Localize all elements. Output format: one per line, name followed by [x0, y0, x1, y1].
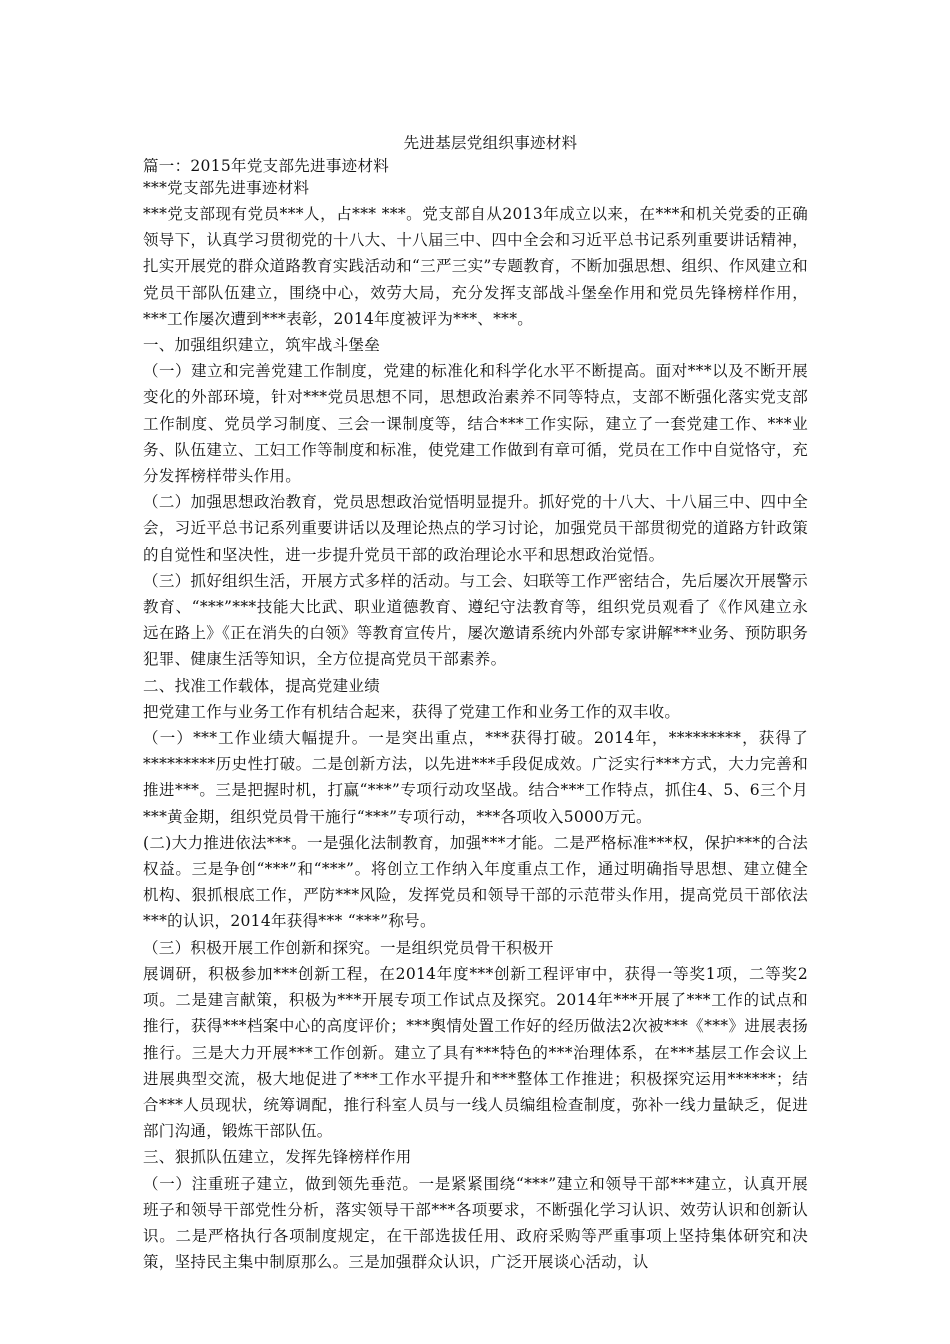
paragraph-2-1: （一）***工作业绩大幅提升。一是突出重点，***获得打破。2014年，*********，获得了*********历史性打破。二是创新方法，以先进***手段促成效。广泛实行***方式，大力完善和推进***。三是把握时机，打赢“***”专项行动攻坚战。结合***工作特点，抓住4、5、6三个月***黄金期，组织党员骨干施行“***”专项行动，***各项收入5000万元。	[143, 729, 808, 826]
paragraph-2-2: (二)大力推进依法***。一是强化法制教育，加强***才能。二是严格标准***权，保护***的合法权益。三是争创“***”和“***”。将创立工作纳入年度重点工作，通过明确指导思想、建立健全机构、狠抓根底工作，严防***风险，发挥党员和领导干部的示范带头作用，提高党员干部依法***的认识，2014年获得*** “***”称号。	[143, 833, 808, 931]
paragraph-3-1: （一）注重班子建立，做到领先垂范。一是紧紧围绕“***”建立和领导干部***建立，认真开展班子和领导干部党性分析，落实领导干部***各项要求，不断强化学习认识、效劳认识和创新认识。二是严格执行各项制度规定，在干部选拔任用、政府采购等严重事项上坚持集体研究和决策，坚持民主集中制原那么。三是加强群众认识，广泛开展谈心活动，认	[143, 1174, 808, 1272]
intro-paragraph: ***党支部现有党员***人，占*** ***。党支部自从2013年成立以来，在***和机关党委的正确领导下，认真学习贯彻党的十八大、十八届三中、四中全会和习近平总书记系列重要讲话精神，扎实开展党的群众道路教育实践活动和“三严三实”专题教育，不断加强思想、组织、作风建立和党员干部队伍建立，围绕中心，效劳大局，充分发挥支部战斗堡垒作用和党员先锋榜样作用，***工作屡次遭到***表彰，2014年度被评为***、***。	[143, 205, 808, 328]
document-subtitle: 篇一：2015年党支部先进事迹材料	[143, 157, 390, 175]
document-page	[143, 130, 808, 1275]
org-title: ***党支部先进事迹材料	[143, 178, 310, 197]
paragraph-2-0: 把党建工作与业务工作有机结合起来，获得了党建工作和业务工作的双丰收。	[143, 702, 681, 721]
document-title: 先进基层党组织事迹材料	[403, 134, 578, 152]
paragraph-1-2: （二）加强思想政治教育，党员思想政治觉悟明显提升。抓好党的十八大、十八届三中、四中全会，习近平总书记系列重要讲话以及理论热点的学习讨论，加强党员干部贯彻党的道路方针政策的自觉性和坚决性，进一步提升党员干部的政治理论水平和思想政治觉悟。	[143, 493, 808, 564]
paragraph-1-1: （一）建立和完善党建工作制度，党建的标准化和科学化水平不断提高。面对***以及不断开展变化的外部环境，针对***党员思想不同，思想政治素养不同等特点，支部不断强化落实党支部工作制度、党员学习制度、三会一课制度等，结合***工作实际，建立了一套党建工作、***业务、队伍建立、工妇工作等制度和标准，使党建工作做到有章可循，党员在工作中自觉恪守，充分发挥榜样带头作用。	[143, 362, 808, 486]
section-heading-2: 二、找准工作载体，提高党建业绩	[143, 676, 381, 695]
paragraph-2-3a: （三）积极开展工作创新和探究。一是组织党员骨干积极开	[143, 938, 554, 957]
paragraph-2-3b: 展调研，积极参加***创新工程，在2014年度***创新工程评审中，获得一等奖1项，二等奖2项。二是建言献策，积极为***开展专项工作试点及探究。2014年***开展了***工作的试点和推行，获得***档案中心的高度评价；***舆情处置工作好的经历做法2次被***《***》进展表扬推行。三是大力开展***工作创新。建立了具有***特色的***治理体系，在***基层工作会议上进展典型交流，极大地促进了***工作水平提升和***整体工作推进；积极探究运用******；结合***人员现状，统筹调配，推行科室人员与一线人员编组检查制度，弥补一线力量缺乏，促进部门沟通，锻炼干部队伍。	[143, 964, 808, 1141]
section-heading-1: 一、加强组织建立，筑牢战斗堡垒	[143, 336, 381, 355]
paragraph-1-3: （三）抓好组织生活，开展方式多样的活动。与工会、妇联等工作严密结合，先后屡次开展警示教育、“***”***技能大比武、职业道德教育、遵纪守法教育等，组织党员观看了《作风建立永远在路上》《正在消失的白领》等教育宣传片，屡次邀请系统内外部专家讲解***业务、预防职务犯罪、健康生活等知识，全方位提高党员干部素养。	[143, 571, 808, 669]
section-heading-3: 三、狠抓队伍建立，发挥先锋榜样作用	[143, 1148, 412, 1167]
